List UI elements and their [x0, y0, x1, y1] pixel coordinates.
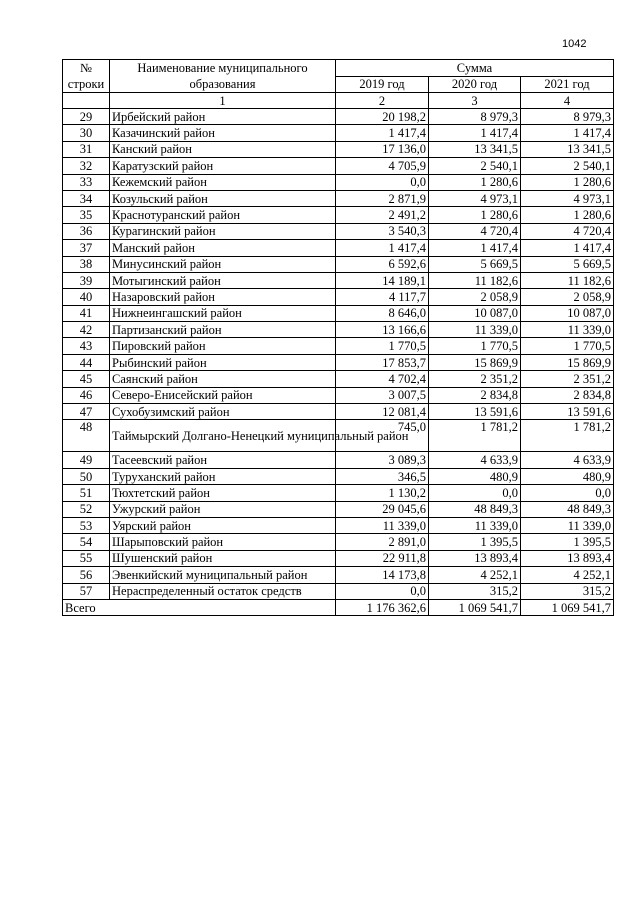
table-row: [63, 322, 614, 338]
index-cell-3: 3: [429, 93, 521, 109]
row-number: 38: [63, 256, 110, 272]
value-2020: 2 540,1: [429, 158, 521, 174]
table-row: [63, 501, 614, 517]
total-row: [63, 599, 614, 615]
total-label: Всего: [63, 599, 336, 615]
table-row: [63, 158, 614, 174]
municipality-name: Манский район: [110, 240, 336, 256]
value-2019: 4 702,4: [336, 371, 429, 387]
row-number: 49: [63, 452, 110, 468]
municipality-name: Туруханский район: [110, 468, 336, 484]
row-number: 51: [63, 485, 110, 501]
value-2019: 1 417,4: [336, 125, 429, 141]
table-row: [63, 174, 614, 190]
table-row: [63, 338, 614, 354]
value-2020: 13 591,6: [429, 404, 521, 420]
value-2021: 10 087,0: [521, 305, 614, 321]
value-2021: 2 351,2: [521, 371, 614, 387]
municipality-name: Ужурский район: [110, 501, 336, 517]
municipality-name: Рыбинский район: [110, 354, 336, 370]
row-number: 48: [63, 420, 110, 452]
total-2020: 1 069 541,7: [429, 599, 521, 615]
table-row: [63, 125, 614, 141]
value-2019: 17 853,7: [336, 354, 429, 370]
row-number: 31: [63, 141, 110, 157]
table-row: [63, 141, 614, 157]
value-2020: 315,2: [429, 583, 521, 599]
row-number: 32: [63, 158, 110, 174]
row-number: 39: [63, 272, 110, 288]
value-2021: 0,0: [521, 485, 614, 501]
header-year-2020: 2020 год: [429, 76, 521, 93]
table-row: [63, 583, 614, 599]
value-2021: 480,9: [521, 468, 614, 484]
table-row: [63, 207, 614, 223]
row-number: 37: [63, 240, 110, 256]
value-2021: 11 182,6: [521, 272, 614, 288]
row-number: 50: [63, 468, 110, 484]
value-2019: 2 491,2: [336, 207, 429, 223]
value-2020: 2 058,9: [429, 289, 521, 305]
header-year-2021: 2021 год: [521, 76, 614, 93]
table-row: [63, 420, 614, 452]
row-number: 41: [63, 305, 110, 321]
index-cell-2: 2: [336, 93, 429, 109]
table-row: [63, 404, 614, 420]
value-2019: 745,0: [336, 420, 429, 452]
row-number: 56: [63, 567, 110, 583]
row-number: 40: [63, 289, 110, 305]
value-2020: 13 893,4: [429, 550, 521, 566]
value-2020: 1 770,5: [429, 338, 521, 354]
value-2019: 14 173,8: [336, 567, 429, 583]
index-cell-1: 1: [110, 93, 336, 109]
value-2020: 8 979,3: [429, 109, 521, 125]
value-2020: 11 182,6: [429, 272, 521, 288]
municipality-name: Северо-Енисейский район: [110, 387, 336, 403]
value-2021: 13 591,6: [521, 404, 614, 420]
value-2019: 3 540,3: [336, 223, 429, 239]
value-2019: 1 130,2: [336, 485, 429, 501]
row-number: 44: [63, 354, 110, 370]
value-2021: 1 417,4: [521, 125, 614, 141]
value-2020: 0,0: [429, 485, 521, 501]
municipality-name: Нижнеингашский район: [110, 305, 336, 321]
value-2021: 2 540,1: [521, 158, 614, 174]
value-2019: 4 705,9: [336, 158, 429, 174]
municipality-name: Тюхтетский район: [110, 485, 336, 501]
municipality-name: Канский район: [110, 141, 336, 157]
value-2020: 10 087,0: [429, 305, 521, 321]
table-row: [63, 485, 614, 501]
row-number: 43: [63, 338, 110, 354]
value-2021: 8 979,3: [521, 109, 614, 125]
value-2021: 13 893,4: [521, 550, 614, 566]
table-row: [63, 534, 614, 550]
table-row: [63, 452, 614, 468]
value-2019: 4 117,7: [336, 289, 429, 305]
value-2021: 1 770,5: [521, 338, 614, 354]
value-2021: 1 781,2: [521, 420, 614, 452]
row-number: 30: [63, 125, 110, 141]
value-2020: 1 781,2: [429, 420, 521, 452]
table-row: [63, 190, 614, 206]
municipality-name: Курагинский район: [110, 223, 336, 239]
value-2020: 4 973,1: [429, 190, 521, 206]
value-2021: 1 395,5: [521, 534, 614, 550]
value-2021: 11 339,0: [521, 517, 614, 533]
table-row: [63, 223, 614, 239]
municipality-name: Мотыгинский район: [110, 272, 336, 288]
value-2020: 4 252,1: [429, 567, 521, 583]
value-2020: 11 339,0: [429, 322, 521, 338]
value-2021: 4 973,1: [521, 190, 614, 206]
municipality-name: Сухобузимский район: [110, 404, 336, 420]
table-row: [63, 387, 614, 403]
value-2019: 22 911,8: [336, 550, 429, 566]
table-row: [63, 517, 614, 533]
value-2020: 1 417,4: [429, 240, 521, 256]
row-number: 47: [63, 404, 110, 420]
value-2019: 3 007,5: [336, 387, 429, 403]
value-2019: 1 770,5: [336, 338, 429, 354]
value-2021: 4 252,1: [521, 567, 614, 583]
value-2020: 1 280,6: [429, 207, 521, 223]
row-number: 46: [63, 387, 110, 403]
table-row: [63, 468, 614, 484]
value-2021: 15 869,9: [521, 354, 614, 370]
municipality-name: Нераспределенный остаток средств: [110, 583, 336, 599]
municipality-name: Эвенкийский муниципальный район: [110, 567, 336, 583]
municipality-name: Партизанский район: [110, 322, 336, 338]
index-cell-4: 4: [521, 93, 614, 109]
municipality-name: Ирбейский район: [110, 109, 336, 125]
value-2019: 0,0: [336, 174, 429, 190]
municipality-name: Шарыповский район: [110, 534, 336, 550]
value-2021: 1 280,6: [521, 207, 614, 223]
value-2019: 2 891,0: [336, 534, 429, 550]
value-2019: 12 081,4: [336, 404, 429, 420]
table-row: [63, 289, 614, 305]
municipality-name: Краснотуранский район: [110, 207, 336, 223]
value-2020: 2 351,2: [429, 371, 521, 387]
value-2021: 4 633,9: [521, 452, 614, 468]
row-number: 33: [63, 174, 110, 190]
row-number: 29: [63, 109, 110, 125]
row-number: 35: [63, 207, 110, 223]
table-body: [63, 109, 614, 600]
value-2020: 11 339,0: [429, 517, 521, 533]
row-number: 42: [63, 322, 110, 338]
row-number: 54: [63, 534, 110, 550]
row-number: 34: [63, 190, 110, 206]
municipality-name: Таймырский Долгано-Ненецкий муниципальный район: [110, 420, 336, 452]
header-row-number: № строки: [63, 60, 110, 93]
municipality-name: Пировский район: [110, 338, 336, 354]
municipality-name: Шушенский район: [110, 550, 336, 566]
value-2019: 17 136,0: [336, 141, 429, 157]
value-2019: 11 339,0: [336, 517, 429, 533]
value-2021: 2 834,8: [521, 387, 614, 403]
value-2020: 1 417,4: [429, 125, 521, 141]
value-2020: 4 633,9: [429, 452, 521, 468]
value-2020: 5 669,5: [429, 256, 521, 272]
value-2020: 480,9: [429, 468, 521, 484]
row-number: 52: [63, 501, 110, 517]
row-number: 55: [63, 550, 110, 566]
budget-table: [62, 59, 614, 616]
value-2020: 15 869,9: [429, 354, 521, 370]
table-row: [63, 371, 614, 387]
value-2019: 1 417,4: [336, 240, 429, 256]
table-row: [63, 109, 614, 125]
value-2019: 20 198,2: [336, 109, 429, 125]
value-2021: 5 669,5: [521, 256, 614, 272]
index-cell-empty: [63, 93, 110, 109]
header-sum: Сумма: [336, 60, 614, 77]
value-2021: 13 341,5: [521, 141, 614, 157]
row-number: 57: [63, 583, 110, 599]
value-2021: 48 849,3: [521, 501, 614, 517]
value-2020: 4 720,4: [429, 223, 521, 239]
municipality-name: Уярский район: [110, 517, 336, 533]
municipality-name: Кежемский район: [110, 174, 336, 190]
table-row: [63, 256, 614, 272]
municipality-name: Саянский район: [110, 371, 336, 387]
value-2019: 3 089,3: [336, 452, 429, 468]
value-2019: 29 045,6: [336, 501, 429, 517]
table-row: [63, 272, 614, 288]
value-2019: 2 871,9: [336, 190, 429, 206]
value-2021: 2 058,9: [521, 289, 614, 305]
value-2021: 1 280,6: [521, 174, 614, 190]
row-number: 36: [63, 223, 110, 239]
page-number: 1042: [562, 38, 587, 50]
total-2019: 1 176 362,6: [336, 599, 429, 615]
table-row: [63, 567, 614, 583]
value-2019: 8 646,0: [336, 305, 429, 321]
value-2021: 315,2: [521, 583, 614, 599]
municipality-name: Козульский район: [110, 190, 336, 206]
row-number: 53: [63, 517, 110, 533]
municipality-name: Каратузский район: [110, 158, 336, 174]
value-2020: 2 834,8: [429, 387, 521, 403]
value-2019: 14 189,1: [336, 272, 429, 288]
row-number: 45: [63, 371, 110, 387]
value-2020: 1 395,5: [429, 534, 521, 550]
municipality-name: Тасеевский район: [110, 452, 336, 468]
total-2021: 1 069 541,7: [521, 599, 614, 615]
table-row: [63, 240, 614, 256]
table-row: [63, 305, 614, 321]
value-2019: 13 166,6: [336, 322, 429, 338]
municipality-name: Минусинский район: [110, 256, 336, 272]
value-2021: 1 417,4: [521, 240, 614, 256]
value-2019: 0,0: [336, 583, 429, 599]
table-row: [63, 354, 614, 370]
municipality-name: Назаровский район: [110, 289, 336, 305]
value-2020: 48 849,3: [429, 501, 521, 517]
value-2019: 346,5: [336, 468, 429, 484]
municipality-name: Казачинский район: [110, 125, 336, 141]
value-2019: 6 592,6: [336, 256, 429, 272]
table-row: [63, 550, 614, 566]
value-2020: 1 280,6: [429, 174, 521, 190]
header-municipality-name: Наименование муниципального образования: [110, 60, 336, 93]
value-2020: 13 341,5: [429, 141, 521, 157]
value-2021: 11 339,0: [521, 322, 614, 338]
value-2021: 4 720,4: [521, 223, 614, 239]
header-year-2019: 2019 год: [336, 76, 429, 93]
